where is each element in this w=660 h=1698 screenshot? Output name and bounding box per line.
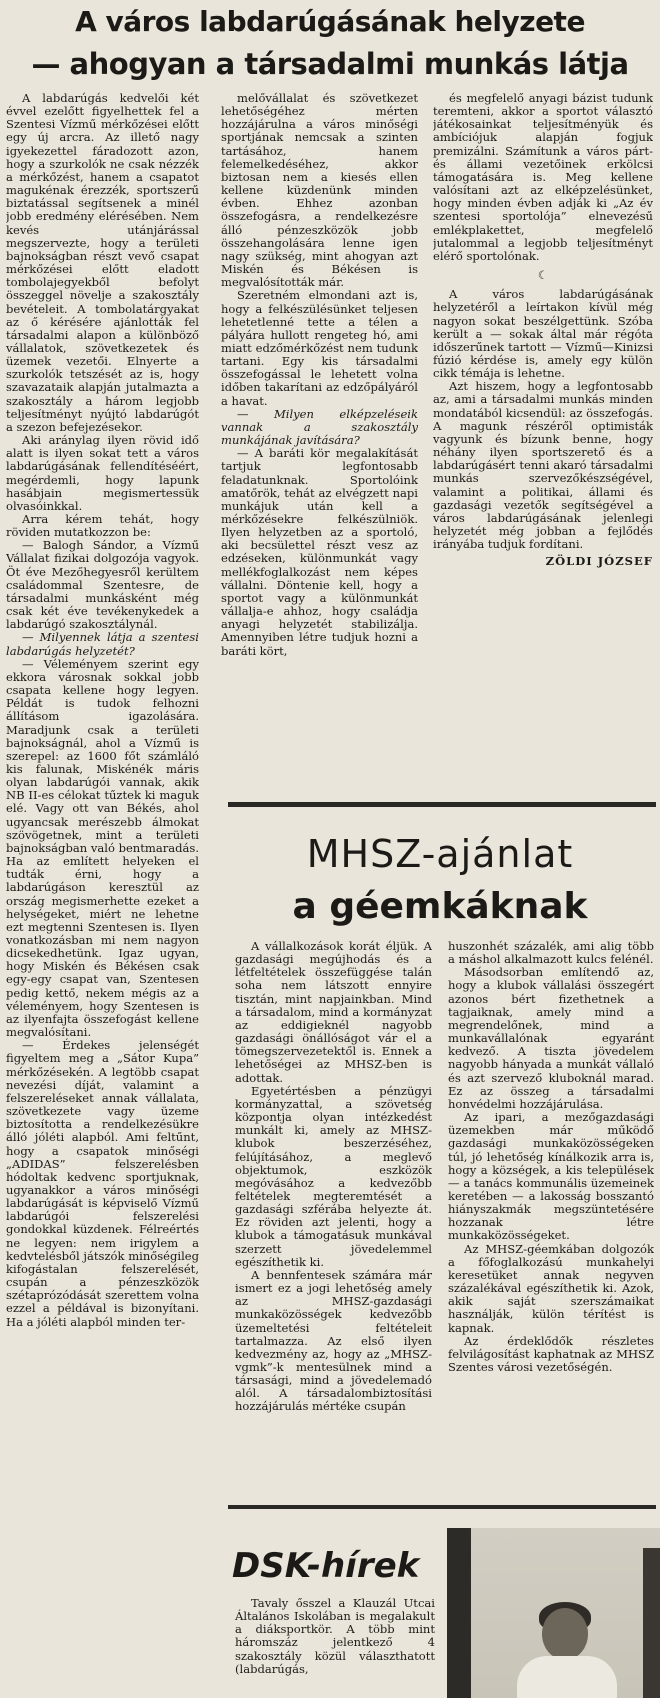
paragraph: Egyetértésben a pénzügyi kormányzattal, a szövetség központja olyan intézkedést munkált ki, amely az MHSZ-klubok beszerzéséhez, felújításához, a meglevő objektumok, eszközök megóvásához a kedvezőbb feltételek megteremtését a gazdasági szférába helyezte át. Ez röviden azt jelenti, hogy a klubok a támogatásuk munkával szerzett jövedelemmel egészíthetik ki. (235, 1083, 432, 1269)
article-headline-line1: A város labdarúgásának helyzete (75, 5, 585, 38)
article1-column-3 (433, 92, 653, 797)
mhsz-title-line1: MHSZ-ajánlat (306, 832, 574, 876)
article-headline-line2: — ahogyan a társadalmi munkás látja (31, 47, 629, 81)
interview-question: — Milyennek látja a szentesi labdarúgás helyzetét? (6, 630, 199, 658)
paragraph: Az ipari, a mezőgazdasági üzemekben már működő gazdasági munkaközösségeken túl, jó lehetőség kínálkozik arra is, hogy a községek, a kis települések — a tanács kommunális üzemeinek keretében — a lakosság bosszantó hiányszakmák megszüntetésére hozzanak létre munkaközösségeket. (448, 1110, 654, 1243)
paragraph: Azt hiszem, hogy a legfontosabb az, ami a társadalmi munkás minden mondatából kicsendül: az összefogás. A magunk részéről optimisták vagyunk és bízunk benne, hogy néhány ilyen sportszerető és a labdarúgásért tenni akaró társadalmi munkás szervezőkészségével, valamint a politikai, állami és gazdasági vezetők segítségével a város labdarúgásának jelenlegi helyzetét még jobban a fejlődés irányába tudjuk fordítani. (433, 379, 653, 552)
divider-mark: ☾ (537, 268, 549, 283)
paragraph: és megfelelő anyagi bázist tudunk teremteni, akkor a sportot választó játékosainkat teljesítményük és ambíciójuk alapján fogjuk premizálni. Számítunk a város párt- és állami vezetőinek erkölcsi támogatására is. Meg kellene valósítani azt az elképzelésünket, hogy minden évben adják ki „Az év szentesi sportolója” elnevezésű emlékplakettet, megfelelő jutalommal a legjobb teljesítményt elérő sportolónak. (433, 92, 653, 263)
section-rule-top (228, 802, 656, 807)
paragraph: Az MHSZ-géemkában dolgozók a főfoglalkozású munkahelyi keresetüket annak negyven százalékával egészíthetik ki. Azok, akik saját szerszámaikat használják, külön térítést is kapnak. (448, 1241, 654, 1335)
dsk-title: DSK-hírek (232, 1546, 420, 1586)
news-photo (447, 1528, 660, 1698)
paragraph: — A baráti kör megalakítását tartjuk legfontosabb feladatunknak. Sportolóink amatőrök, tehát az elvégzett napi munkájuk után kell a mérkőzésekre felkészülniök. Ilyen helyzetben az a sportoló, aki becsülettel részt vesz az edzéseken, különmunkát vagy mellékfoglalkozást nem képes vállalni. Döntenie kell, hogy a sportot vagy a különmunkát vállalja-e ahhoz, hogy családja anyagi helyzetét stabilizálja. Amennyiben létre tudjuk hozni a baráti kört, (221, 446, 418, 658)
article1-column-1 (6, 92, 199, 1698)
dsk-column (235, 1597, 435, 1698)
interview-question: — Milyen elképzeléseik vannak a szakosztály munkájának javítására? (221, 406, 418, 448)
author-signature: ZÖLDI JÓZSEF (545, 554, 653, 569)
paragraph: Aki aránylag ilyen rövid idő alatt is ilyen sokat tett a város labdarúgásának fellendítéséért, megérdemli, hogy lapunk hasábjain megismertessük olvasóinkkal. (6, 433, 199, 513)
mhsz-column-2 (448, 940, 654, 1495)
paragraph: huszonhét százalék, ami alig több a máshol alkalmazott kulcs felénél. (448, 940, 654, 967)
paragraph: Tavaly ősszel a Klauzál Utcai Általános Iskolában is megalakult a diáksportkör. A több mint háromszáz jelentkező 4 szakosztály közül választhatott (labdarúgás, (235, 1597, 435, 1676)
paragraph: A vállalkozások korát éljük. A gazdasági megújhodás és a létfeltételek összefüggése talán soha nem látszott ennyire tisztán, mint napjainkban. Mind a társadalom, mind a kormányzat az eddigieknél nagyobb gazdasági önállóságot vár el a tömegszervezetektől is. Ennek a lehetőségei az MHSZ-ben is adottak. (235, 940, 432, 1085)
paragraph: — Érdekes jelenségét figyeltem meg a „Sátor Kupa” mérkőzésekén. A legtöbb csapat nevezési díját, valamint a felszereléseket annak vállalata, szövetkezete vagy üzeme biztosította a rendelkezésükre álló jóléti alapból. Ami feltűnt, hogy a csapatok minőségi „ADIDAS” felszerelésben hódoltak kedvenc sportjuknak, ugyanakkor a város minőségi labdarúgását is képviselő Vízmű labdarúgói felszerelési gondokkal küzdenek. Félreértés ne legyen: nem irigylem a kedvtelésből játszók minőségileg kifogástalan felszerelését, csupán a pénzeszközök szétaprózódását szerettem volna ezzel a példával is bizonyítani. Ha a jóléti alapból minden ter- (6, 1038, 199, 1329)
paragraph: A város labdarúgásának helyzetéről a leírtakon kívül még nagyon sokat beszélgettünk. Szóba került a — sokak által már régóta időszerűnek tartott — Vízmű—Kinizsi fúzió kérdése is, amely egy külön cikk témája is lehetne. (433, 287, 653, 381)
paragraph: melővállalat és szövetkezet lehetőségéhez mérten hozzájárulna a város minőségi sportjának nemcsak a szinten tartásához, hanem felemelkedéséhez, akkor biztosan nem a kiesés ellen kellene küzdenünk minden évben. Ehhez azonban összefogásra, a rendelkezésre álló pénzeszközök jobb összehangolására lenne igen nagy szükség, mint ahogyan azt Miskén és Békésen is megvalósították már. (221, 92, 418, 290)
paragraph: Arra kérem tehát, hogy röviden mutatkozzon be: (6, 512, 199, 540)
paragraph: A labdarúgás kedvelői két évvel ezelőtt figyelhettek fel a Szentesi Vízmű mérkőzései előtt egy új arcra. Az illető nagy igyekezettel fáradozott azon, hogy a szurkolók ne csak nézzék a mérkőzést, hanem a csapatot magukénak érezzék, sportszerű biztatással segítsenek a minél jobb eredmény elérésében. Nem kevés utánjárással megszervezte, hogy a területi bajnokságban részt vevő csapat mérkőzései előtt eladott tombolajegyekből befolyt összeggel növelje a szakosztály bevételeit. A tombolatárgyakat az ő kérésére ajánlották fel társadalmi alapon a különböző vállalatok, szövetkezetek és üzemek vezetői. Elnyerte a szurkolók tetszését az is, hogy szavazataik alapján jutalmazta a szakosztály a három legjobb teljesítményt nyújtó labdarúgót a szezon befejezésekor. (6, 92, 199, 434)
section-rule-bottom (228, 1505, 656, 1509)
paragraph: Az érdeklődők részletes felvilágosítást kaphatnak az MHSZ Szentes városi vezetőségén. (448, 1333, 654, 1374)
mhsz-column-1 (235, 940, 432, 1495)
paragraph: — Véleményem szerint egy ekkora városnak sokkal jobb csapata kellene hogy legyen. Példát is tudok felhozni állításom igazolására. Maradjunk csak a területi bajnokságnál, ahol a Vízmű is szerepel: az 1600 főt számláló kis falunak, Miskénék máris olyan labdarúgói vannak, akik NB II-es célokat tűztek ki maguk elé. Vagy ott van Békés, ahol ugyancsak merészebb álmokat szövögetnek, mint a területi bajnokságban való bentmaradás. Ha az említett helyeken el tudták érni, hogy a labdarúgáson keresztül az ország megismerhette ezeket a helységeket, miért ne lehetne ezt megtenni Szentesen is. Ilyen vonatkozásban mi nem nagyon dicsekedhetünk. Igaz ugyan, hogy Miskén és Békésen csak egy-egy csapat van, Szentesen pedig kettő, nekem mégis az a véleményem, hogy Szentesen is az ilyenfajta összefogást kellene megvalósítani. (6, 656, 199, 1040)
article1-column-2 (221, 92, 418, 797)
paragraph: — Balogh Sándor, a Vízmű Vállalat fizikai dolgozója vagyok. Öt éve Mezőhegyesről kerültem családommal Szentesre, de társadalmi munkásként még csak két éve tevékenykedek a labdarúgó szakosztálynál. (6, 538, 199, 632)
paragraph: Másodsorban említendő az, hogy a klubok vállalási összegért azonos bért fizethetnek a tagjaiknak, amely mind a megrendelőnek, mind a munkavállalónak egyaránt kedvező. A tiszta jövedelem nagyobb hányada a munkát vállaló és azt szervező kluboknál marad. Ez az összeg a társadalmi honvédelmi hozzájárulása. (448, 965, 654, 1111)
paragraph: Szeretném elmondani azt is, hogy a felkészülésünket teljesen lehetetlenné tette a télen a pályára hullott rengeteg hó, ami miatt edzőmérkőzést nem tudunk tartani. Egy kis társadalmi összefogással le lehetett volna időben takarítani az edzőpályáról a havat. (221, 288, 418, 408)
mhsz-title-line2: a géemkáknak (292, 886, 588, 927)
paragraph: A bennfentesek számára már ismert ez a jogi lehetőség amely az MHSZ-gazdasági munkaközösségek kedvezőbb üzemeltetési feltételeit tartalmazza. Az első ilyen kedvezmény az, hogy az „MHSZ-vgmk”-k mentesülnek mind a társasági, mind a jövedelemadó alól. A társadalombiztosítási hozzájárulás mértéke csupán (235, 1267, 432, 1414)
